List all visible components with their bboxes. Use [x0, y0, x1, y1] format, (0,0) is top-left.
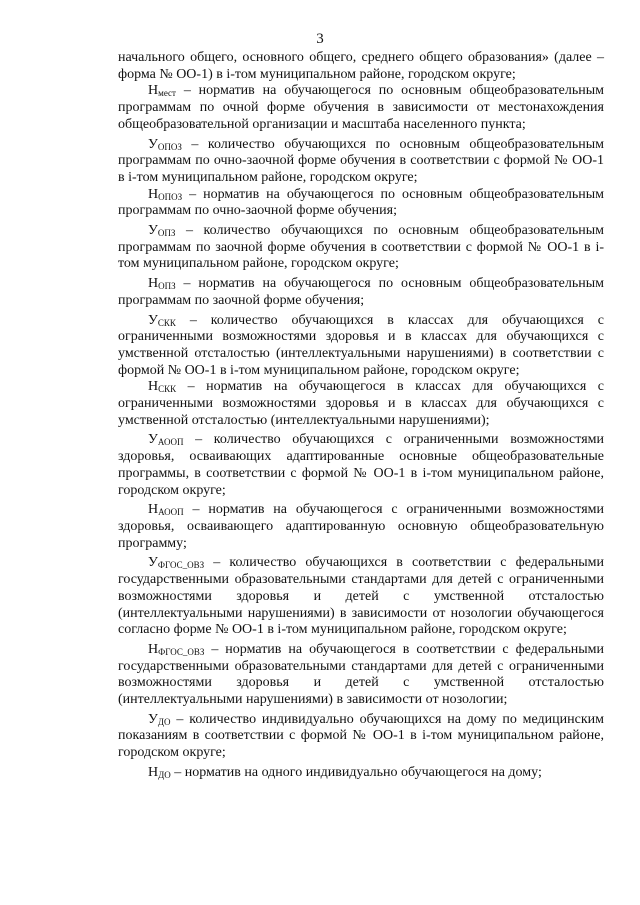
term-subscript: АООП [157, 437, 184, 448]
paragraph-text: – норматив на обучающегося с ограниченными возможностями здоровья, осваивающего адаптированную основную общеобразовательную программу; [118, 502, 604, 551]
paragraph-text: – норматив на обучающегося по основным общеобразовательным программам по очно-заочной форме обучения; [118, 186, 604, 219]
term-subscript: ОПОЗ [158, 191, 183, 202]
term-subscript: ОПОЗ [157, 141, 182, 152]
paragraph-n-opz [118, 276, 604, 309]
paragraph-u-opoz [118, 137, 604, 187]
paragraph-text: – количество обучающихся по основным общеобразовательным программам по очно-заочной форме обучения в соответствии с формой № ОО-1 в i-том муниципальном районе, городском округе; [118, 136, 604, 185]
paragraph-n-fgos-ovz [118, 642, 604, 709]
term-letter: У [148, 711, 158, 727]
paragraph-text: – норматив на обучающегося по основным общеобразовательным программам по заочной форме обучения; [118, 276, 604, 308]
term-letter: У [148, 432, 158, 448]
term-subscript: мест [158, 88, 176, 99]
term-letter: Н [148, 379, 159, 395]
term-letter: Н [148, 641, 159, 657]
paragraph-text: – норматив на обучающегося в соответствии с федеральными государственными образовательными стандартами для детей с ограниченными возможностями здоровья и детей с умственной отсталостью (интеллектуальными нарушениями) в зависимости от нозологии; [118, 641, 604, 708]
paragraph-n-do [118, 765, 604, 782]
paragraph-text: – норматив на обучающегося по основным общеобразовательным программам по очной форме обучения в зависимости от местонахождения общеобразовательной организации и масштаба населенного пункта; [118, 83, 604, 132]
term-subscript: СКК [157, 317, 176, 328]
paragraph-text: – количество обучающихся в соответствии с федеральными государственными образовательными стандартами для детей с ограниченными возможностями здоровья и детей с умственной отсталостью (интеллектуальными нарушениями) в зависимости от нозологии обучающегося согласно форме № ОО-1 в i-том муниципальном районе, городском округе; [118, 555, 604, 638]
page-number: 3 [316, 31, 324, 47]
paragraph-text: – норматив на обучающегося в классах для обучающихся с ограниченными возможностями здоровья и в классах для обучающихся с умственной отсталостью (интеллектуальными нарушениями); [118, 379, 604, 428]
term-letter: У [148, 312, 158, 328]
term-letter: Н [148, 502, 159, 518]
term-subscript: ФГОС_ОВЗ [157, 560, 205, 571]
paragraph-text: – количество индивидуально обучающихся на дому по медицинским показаниям в соответствии с формой № ОО-1 в i-том муниципальном районе, городском округе; [118, 711, 604, 761]
term-subscript: ДО [157, 716, 171, 727]
term-letter: Н [148, 276, 159, 292]
paragraph-n-mest [118, 83, 604, 133]
term-subscript: АООП [158, 507, 184, 518]
paragraph-n-aoop [118, 502, 604, 552]
term-subscript: СКК [158, 384, 177, 395]
term-letter: У [148, 136, 158, 152]
paragraph-u-fgos-ovz [118, 555, 604, 639]
paragraph-n-opoz [118, 187, 604, 220]
paragraph-n-skk [118, 379, 604, 429]
paragraph-u-skk [118, 313, 604, 380]
document-body [118, 50, 604, 782]
term-letter: У [148, 555, 158, 571]
paragraph-intro-continuation [118, 50, 604, 83]
term-letter: Н [148, 186, 159, 202]
term-letter: Н [148, 83, 159, 99]
term-subscript: ОПЗ [157, 228, 176, 239]
paragraph-text: – норматив на одного индивидуально обучающегося на дому; [170, 764, 542, 780]
paragraph-u-aoop [118, 432, 604, 499]
paragraph-u-opz [118, 223, 604, 273]
paragraph-text: – количество обучающихся по основным общеобразовательным программам по заочной форме обучения в соответствии с формой № ОО-1 в i-том муниципальном районе, городском округе; [118, 223, 604, 272]
paragraph-text: – количество обучающихся с ограниченными возможностями здоровья, осваивающих адаптированные основные общеобразовательные программы, в соответствии с формой № ОО-1 в i-том муниципальном районе, городском округе; [118, 432, 604, 498]
paragraph-u-do [118, 712, 604, 762]
term-subscript: ОПЗ [158, 281, 176, 292]
term-subscript: ФГОС_ОВЗ [158, 646, 205, 657]
term-letter: У [148, 223, 158, 239]
paragraph-text: начального общего, основного общего, среднего общего образования» (далее – форма № ОО-1) в i-том муниципальном районе, городском округе; [118, 50, 604, 82]
paragraph-text: – количество обучающихся в классах для обучающихся с ограниченными возможностями здоровья и в классах для обучающихся с умственной отсталостью (интеллектуальными нарушениями) в соответствии с формой № ОО-1 в i-том муниципальном районе, городском округе; [118, 312, 604, 378]
term-subscript: ДО [158, 769, 171, 780]
term-letter: Н [148, 764, 159, 780]
